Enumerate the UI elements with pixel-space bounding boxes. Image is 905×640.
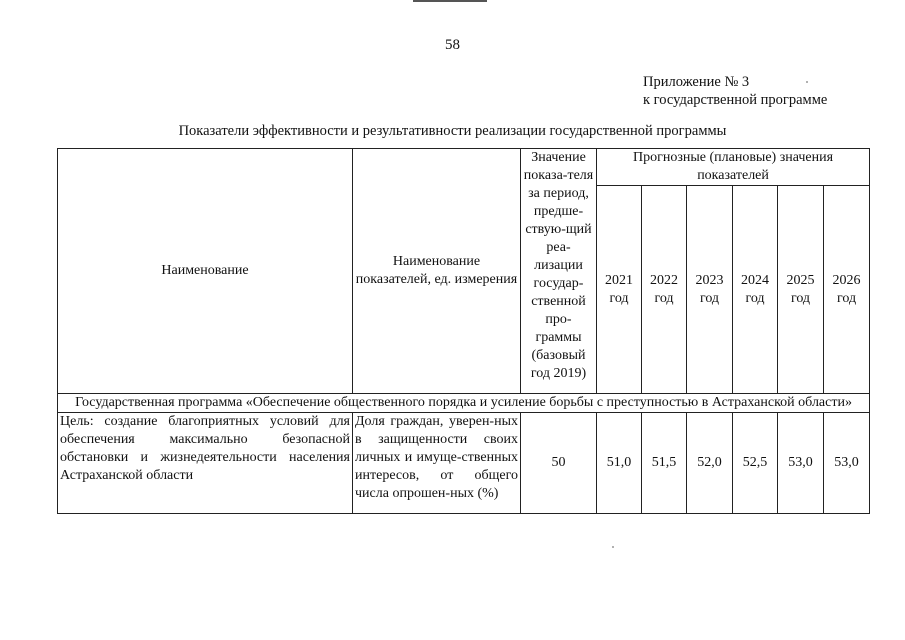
scan-speck: [612, 546, 614, 548]
header-year: 2022 год: [642, 186, 687, 394]
header-name: Наименование: [58, 149, 353, 394]
header-year: 2021 год: [597, 186, 642, 394]
header-year: 2024 год: [733, 186, 778, 394]
appendix-note: [643, 73, 827, 109]
scan-speck: [806, 81, 808, 83]
value-cell: 52,0: [687, 413, 733, 514]
program-row: [58, 394, 870, 413]
header-year: 2025 год: [778, 186, 824, 394]
value-cell: 52,5: [733, 413, 778, 514]
program-name: Государственная программа «Обеспечение общественного порядка и усиление борьбы с преступностью в Астраханской области»: [58, 394, 870, 413]
value-cell: 51,0: [597, 413, 642, 514]
document-title: Показатели эффективности и результативности реализации государственной программы: [178, 123, 727, 139]
indicators-table: [57, 148, 870, 514]
value-cell: 53,0: [778, 413, 824, 514]
header-year: 2023 год: [687, 186, 733, 394]
base-value-cell: 50: [521, 413, 597, 514]
page-number: 58: [445, 37, 460, 53]
goal-cell: Цель: создание благоприятных условий для обеспечения максимально безопасной обстановки и жизнедеятельности населения Астраханской области: [58, 413, 353, 514]
header-forecast-group: Прогнозные (плановые) значения показателей: [597, 149, 870, 186]
value-cell: 51,5: [642, 413, 687, 514]
header-base-value: Значение показа-теля за период, предше-ствую-щий реа-лизации государ-ственной про-граммы (базовый год 2019): [521, 149, 597, 394]
appendix-line-1: Приложение № 3: [643, 74, 750, 90]
table-row: [58, 413, 870, 514]
table-header-row: [58, 149, 870, 186]
indicator-cell: Доля граждан, уверен-ных в защищенности своих личных и имуще-ственных интересов, от общего числа опрошен-ных (%): [353, 413, 521, 514]
page-top-mark: [413, 0, 487, 2]
value-cell: 53,0: [824, 413, 870, 514]
header-year: 2026 год: [824, 186, 870, 394]
appendix-line-2: к государственной программе: [643, 92, 828, 108]
header-indicator: Наименование показателей, ед. измерения: [353, 149, 521, 394]
